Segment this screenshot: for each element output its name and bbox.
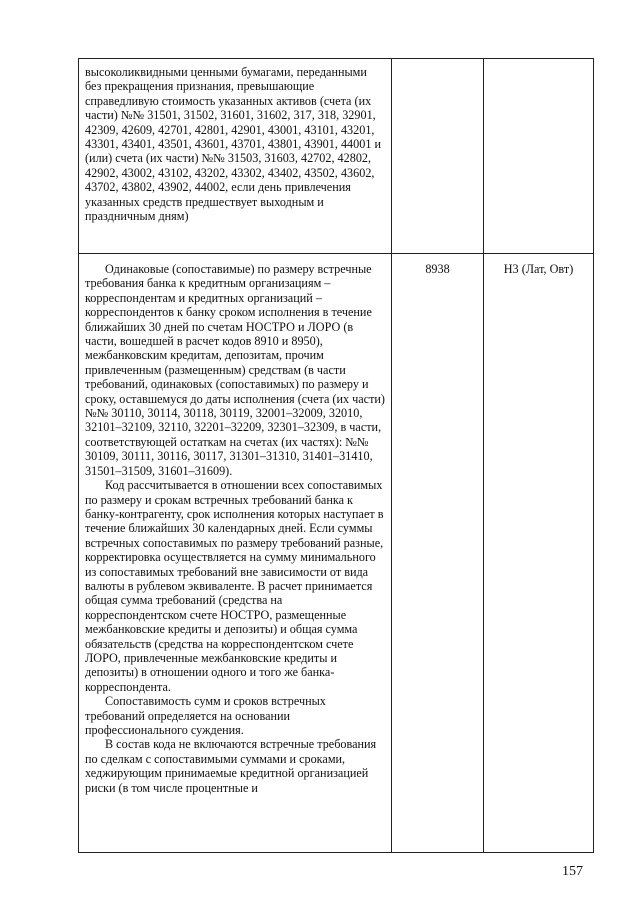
description-paragraph: Одинаковые (сопоставимые) по размеру встречные требования банка к кредитным организациям – корреспондентам и кредитных организаций – корреспондентов к банку сроком исполнения в течение ближайших 30 дней по счетам НОСТРО и ЛОРО (в части, вошедшей в расчет кодов 8910 и 8950), межбанковским кредитам, депозитам, прочим привлеченным (размещенным) средствам (в части требований, одинаковых (сопоставимых) по размеру и сроку, оставшемуся до даты исполнения (счета (их части) №№ 30110, 30114, 30118, 30119, 32001–32009, 32010, 32101–32109, 32110, 32201–32209, 32301–32309, в части, соответствующей остаткам на счетах (их частях): №№ 30109, 30111, 30116, 30117, 31301–31310, 31401–31410, 31501–31509, 31601–31609). [85, 262, 385, 478]
norm-cell: Н3 (Лат, Овт) [484, 254, 594, 853]
table-row [79, 59, 594, 254]
description-paragraph: высоколиквидными ценными бумагами, переданными без прекращения признания, превышающие справедливую стоимость указанных активов (счета (их части) №№ 31501, 31502, 31601, 31602, 317, 318, 32901, 42309, 42609, 42701, 42801, 42901, 43001, 43101, 43201, 43301, 43401, 43501, 43601, 43701, 43801, 43901, 44001 и (или) счета (их части) №№ 31503, 31603, 42702, 42802, 42902, 43002, 43102, 43202, 43302, 43402, 43502, 43602, 43702, 43802, 43902, 44002, если день привлечения указанных средств предшествует выходным и праздничным дням) [85, 65, 381, 224]
table-row [79, 254, 594, 853]
codes-table [78, 58, 594, 853]
code-cell: 8938 [392, 254, 484, 853]
description-paragraph: В состав кода не включаются встречные требования по сделкам с сопоставимыми суммами и сроками, хеджирующим принимаемые кредитной организацией риски (в том числе процентные и [85, 737, 377, 795]
page-number: 157 [562, 864, 583, 879]
description-paragraph: Код рассчитывается в отношении всех сопоставимых по размеру и срокам встречных требований банка к банку-контрагенту, срок исполнения которых наступает в течение ближайших 30 календарных дней. Если суммы встречных сопоставимых по размеру требований разные, корректировка осуществляется на сумму минимального из сопоставимых требований вне зависимости от вида валюты в рублевом эквиваленте. В расчет принимается общая сумма требований (средства на корреспондентском счете НОСТРО, размещенные межбанковские кредиты и депозиты) и общая сумма обязательств (средства на корреспондентском счете ЛОРО, привлеченные межбанковские кредиты и депозиты) в отношении одного и того же банка-корреспондента. [85, 478, 384, 694]
description-paragraph: Сопоставимость сумм и сроков встречных требований определяется на основании профессионального суждения. [85, 694, 326, 737]
description-cell [79, 254, 392, 853]
norm-cell [484, 59, 594, 254]
description-cell [79, 59, 392, 254]
code-cell [392, 59, 484, 254]
